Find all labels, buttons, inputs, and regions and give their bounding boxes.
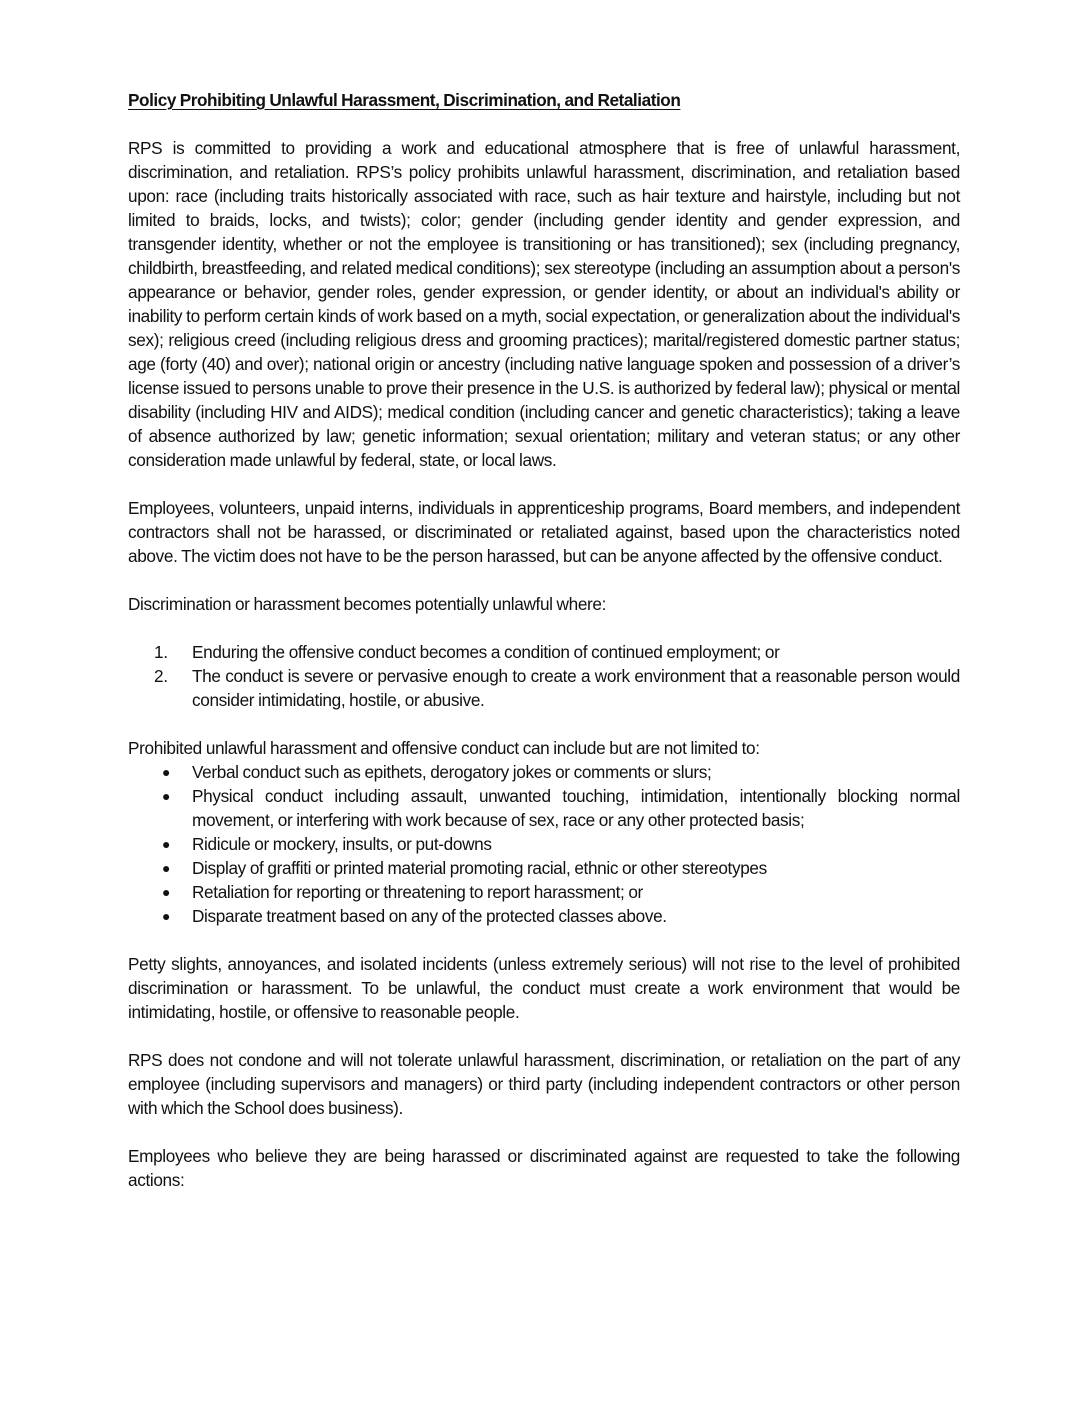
list-item-text: Display of graffiti or printed material promoting racial, ethnic or other stereotypes [192,858,767,878]
paragraph-petty-slights: Petty slights, annoyances, and isolated incidents (unless extremely serious) will not rise to the level of prohibited discrimination or harassment. To be unlawful, the conduct must create a work environment that would be intimidating, hostile, or offensive to reasonable people. [128,954,960,1022]
paragraph-covered-persons: Employees, volunteers, unpaid interns, individuals in apprenticeship programs, Board members, and independent contractors shall not be harassed, or discriminated or retaliated against, based upon the characteristics noted above. The victim does not have to be the person harassed, but can be anyone affected by the offensive conduct. [128,498,960,566]
paragraph-prohibited-conduct-intro: Prohibited unlawful harassment and offensive conduct can include but are not limited to: [128,738,760,758]
list-item-text: Retaliation for reporting or threatening to report harassment; or [192,882,643,902]
bullet-list-item [162,784,960,832]
numbered-list-item [154,664,960,712]
bullet-icon: ● [162,764,171,780]
paragraph-no-tolerance: RPS does not condone and will not tolerate unlawful harassment, discrimination, or retaliation on the part of any employee (including supervisors and managers) or third party (including independent contractors or other person with which the School does business). [128,1050,960,1118]
bullet-list-item [162,760,960,784]
document-title: Policy Prohibiting Unlawful Harassment, Discrimination, and Retaliation [128,90,681,110]
list-item-text: Enduring the offensive conduct becomes a condition of continued employment; or [192,642,780,662]
list-item-text: Verbal conduct such as epithets, derogatory jokes or comments or slurs; [192,762,712,782]
bullet-icon: ● [162,788,171,804]
bullet-icon: ● [162,860,171,876]
bullet-list-item [162,904,960,928]
list-number: 1. [154,642,168,662]
list-item-text: The conduct is severe or pervasive enough to create a work environment that a reasonable person would consider intimidating, hostile, or abusive. [192,666,960,710]
numbered-list-item [154,640,960,664]
document-body [128,88,960,1216]
bullet-list-item [162,880,960,904]
numbered-list [128,640,960,712]
paragraph-unlawful-where: Discrimination or harassment becomes potentially unlawful where: [128,594,607,614]
list-item-text: Ridicule or mockery, insults, or put-downs [192,834,492,854]
bullet-list-item [162,856,960,880]
bullet-list [128,760,960,928]
bullet-icon: ● [162,884,171,900]
paragraph-employee-actions: Employees who believe they are being harassed or discriminated against are requested to take the following actions: [128,1146,960,1190]
list-number: 2. [154,666,168,686]
paragraph-policy-statement: RPS is committed to providing a work and educational atmosphere that is free of unlawful harassment, discrimination, and retaliation. RPS’s policy prohibits unlawful harassment, discrimination, and retaliation based upon: race (including traits historically associated with race, such as hair texture and hairstyle, including but not limited to braids, locks, and twists); color; gender (including gender identity and gender expression, and transgender identity, whether or not the employee is transitioning or has transitioned); sex (including pregnancy, childbirth, breastfeeding, and related medical conditions); sex stereotype (including an assumption about a person's appearance or behavior, gender roles, gender expression, or gender identity, or about an individual's ability or inability to perform certain kinds of work based on a myth, social expectation, or generalization about the individual's sex); religious creed (including religious dress and grooming practices); marital/registered domestic partner status; age (forty (40) and over); national origin or ancestry (including native language spoken and possession of a driver’s license issued to persons unable to prove their presence in the U.S. is authorized by federal law); physical or mental disability (including HIV and AIDS); medical condition (including cancer and genetic characteristics); taking a leave of absence authorized by law; genetic information; sexual orientation; military and veteran status; or any other consideration made unlawful by federal, state, or local laws. [128,138,960,470]
list-item-text: Physical conduct including assault, unwanted touching, intimidation, intentionally blocking normal movement, or interfering with work because of sex, race or any other protected basis; [192,786,960,830]
bullet-list-item [162,832,960,856]
bullet-icon: ● [162,908,171,924]
list-item-text: Disparate treatment based on any of the protected classes above. [192,906,667,926]
bullet-icon: ● [162,836,171,852]
